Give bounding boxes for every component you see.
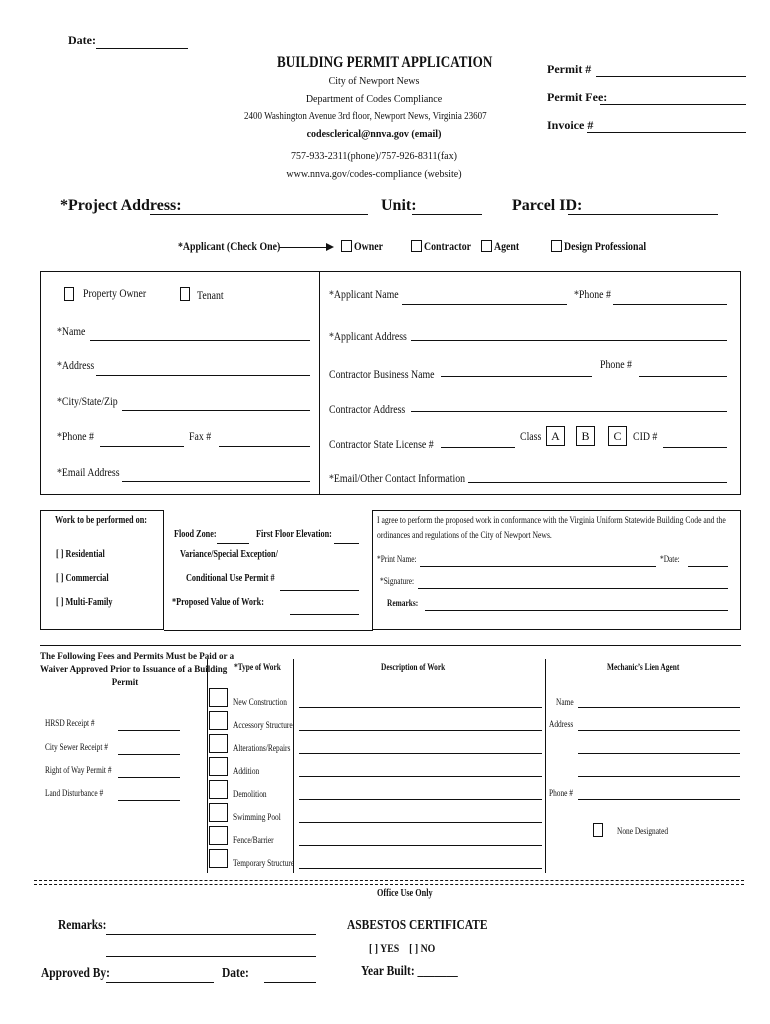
department-name: Department of Codes Compliance xyxy=(305,94,443,105)
type-of-work-title: *Type of Work xyxy=(234,662,281,672)
new-construction-checkbox[interactable] xyxy=(209,688,228,707)
tenant-label: Tenant xyxy=(197,288,224,302)
fees-title: The Following Fees and Permits Must be Paid or a Waiver Approved Prior to Issuance of a Building Permit xyxy=(40,651,235,687)
office-remarks-field[interactable] xyxy=(106,934,316,935)
lien-agent-address-field[interactable] xyxy=(578,776,740,777)
design-professional-checkbox[interactable] xyxy=(551,240,562,252)
section-divider xyxy=(319,271,320,495)
contractor-address-label: Contractor Address xyxy=(329,402,406,416)
addition-checkbox[interactable] xyxy=(209,757,228,776)
lien-agent-phone-label: Phone # xyxy=(549,788,573,798)
flood-zone-field[interactable] xyxy=(217,543,249,544)
none-designated-label: None Designated xyxy=(617,826,669,836)
office-use-title: Office Use Only xyxy=(377,888,433,899)
owner-phone-label: *Phone # xyxy=(57,429,94,443)
residential-option[interactable]: [ ] Residential xyxy=(56,549,105,560)
date-field[interactable] xyxy=(96,48,188,49)
multifamily-option[interactable]: [ ] Multi-Family xyxy=(56,597,113,608)
print-name-field[interactable] xyxy=(420,566,656,567)
lien-agent-phone-field[interactable] xyxy=(578,799,740,800)
swimming-pool-checkbox[interactable] xyxy=(209,803,228,822)
owner-phone-field[interactable] xyxy=(100,446,184,447)
city-sewer-receipt-field[interactable] xyxy=(118,754,180,755)
flood-zone-label: Flood Zone: xyxy=(174,529,217,540)
conditional-use-label: Conditional Use Permit # xyxy=(186,573,275,584)
arrow-line xyxy=(279,247,327,248)
right-of-way-label: Right of Way Permit # xyxy=(45,765,112,775)
demolition-label: Demolition xyxy=(233,789,267,799)
description-column-divider xyxy=(293,659,294,873)
tenant-checkbox[interactable] xyxy=(180,287,190,301)
description-line[interactable] xyxy=(299,822,542,823)
fence-barrier-label: Fence/Barrier xyxy=(233,835,274,845)
description-line[interactable] xyxy=(299,845,542,846)
commercial-option[interactable]: [ ] Commercial xyxy=(56,573,109,584)
signature-field[interactable] xyxy=(418,588,728,589)
accessory-structure-checkbox[interactable] xyxy=(209,711,228,730)
lien-column-divider xyxy=(545,659,546,873)
applicant-type-label: *Applicant (Check One) xyxy=(178,239,281,253)
land-disturbance-label: Land Disturbance # xyxy=(45,788,104,798)
owner-email-field[interactable] xyxy=(122,481,310,482)
asbestos-yes-no[interactable]: [ ] YES [ ] NO xyxy=(369,941,436,955)
owner-address-label: *Address xyxy=(57,358,95,372)
temporary-structure-label: Temporary Structure xyxy=(233,858,295,868)
hrsd-receipt-label: HRSD Receipt # xyxy=(45,718,95,728)
contractor-checkbox[interactable] xyxy=(411,240,422,252)
proposed-value-label: *Proposed Value of Work: xyxy=(172,597,264,608)
contractor-license-field[interactable] xyxy=(441,447,515,448)
contractor-phone-field[interactable] xyxy=(639,376,727,377)
contractor-business-name-field[interactable] xyxy=(441,376,592,377)
department-email: codesclerical@nnva.gov (email) xyxy=(306,129,442,140)
class-b-box[interactable]: B xyxy=(576,426,595,446)
class-label: Class xyxy=(520,429,542,443)
alterations-repairs-checkbox[interactable] xyxy=(209,734,228,753)
owner-city-state-zip-label: *City/State/Zip xyxy=(57,394,118,408)
dashed-separator xyxy=(34,884,744,885)
work-performed-title: Work to be performed on: xyxy=(55,515,148,526)
first-floor-elevation-field[interactable] xyxy=(334,543,359,544)
invoice-number-field[interactable] xyxy=(587,132,746,133)
temporary-structure-checkbox[interactable] xyxy=(209,849,228,868)
owner-name-label: *Name xyxy=(57,324,86,338)
dashed-separator xyxy=(34,880,744,881)
alterations-repairs-label: Alterations/Repairs xyxy=(233,743,291,753)
accessory-structure-label: Accessory Structure xyxy=(233,720,293,730)
agreement-text-line2: ordinances and regulations of the City of Newport News. xyxy=(377,530,552,540)
demolition-checkbox[interactable] xyxy=(209,780,228,799)
permit-number-field[interactable] xyxy=(596,76,746,77)
class-c-box[interactable]: C xyxy=(608,426,627,446)
applicant-phone-label: *Phone # xyxy=(574,287,611,301)
lien-agent-title: Mechanic’s Lien Agent xyxy=(607,662,680,672)
applicant-name-label: *Applicant Name xyxy=(329,287,399,301)
conditional-use-field[interactable] xyxy=(280,590,359,591)
design-professional-option-label: Design Professional xyxy=(564,239,647,253)
agreement-remarks-label: Remarks: xyxy=(387,598,419,608)
description-line[interactable] xyxy=(299,776,542,777)
description-line[interactable] xyxy=(299,707,542,708)
department-phone-fax: 757-933-2311(phone)/757-926-8311(fax) xyxy=(291,151,457,162)
owner-fax-field[interactable] xyxy=(219,446,310,447)
first-floor-elevation-label: First Floor Elevation: xyxy=(256,529,332,540)
lien-agent-address-field[interactable] xyxy=(578,753,740,754)
permit-fee-label: Permit Fee: xyxy=(547,90,608,104)
type-column-divider xyxy=(207,659,208,873)
office-remarks-field[interactable] xyxy=(106,956,316,957)
description-line[interactable] xyxy=(299,799,542,800)
owner-checkbox[interactable] xyxy=(341,240,352,252)
agreement-box xyxy=(372,510,741,630)
permit-fee-field[interactable] xyxy=(600,104,746,105)
lien-agent-address-field[interactable] xyxy=(578,730,740,731)
invoice-number-label: Invoice # xyxy=(547,118,594,132)
project-address-label: *Project Address: xyxy=(60,197,182,214)
lien-agent-name-field[interactable] xyxy=(578,707,740,708)
parcel-id-label: Parcel ID: xyxy=(512,197,583,214)
owner-name-field[interactable] xyxy=(90,340,310,341)
date-label: Date: xyxy=(68,33,96,47)
hrsd-receipt-field[interactable] xyxy=(118,730,180,731)
email-other-contact-label: *Email/Other Contact Information xyxy=(329,471,466,485)
cid-label: CID # xyxy=(633,429,658,443)
unit-field[interactable] xyxy=(412,214,482,215)
work-type-box xyxy=(40,510,164,630)
property-owner-checkbox[interactable] xyxy=(64,287,74,301)
class-a-box[interactable]: A xyxy=(546,426,565,446)
city-sewer-receipt-label: City Sewer Receipt # xyxy=(45,742,108,752)
description-line[interactable] xyxy=(299,868,542,869)
project-address-field[interactable] xyxy=(150,214,368,215)
owner-address-field[interactable] xyxy=(96,375,310,376)
year-built-label: Year Built: _______ xyxy=(361,964,458,979)
owner-option-label: Owner xyxy=(354,239,383,253)
fence-barrier-checkbox[interactable] xyxy=(209,826,228,845)
print-name-label: *Print Name: xyxy=(377,554,417,564)
land-disturbance-field[interactable] xyxy=(118,800,180,801)
city-name: City of Newport News xyxy=(328,76,420,87)
office-date-field[interactable] xyxy=(264,982,316,983)
contractor-phone-label: Phone # xyxy=(600,357,632,371)
property-owner-label: Property Owner xyxy=(83,286,147,300)
approved-by-label: Approved By: xyxy=(41,966,111,981)
agent-option-label: Agent xyxy=(494,239,520,253)
agreement-remarks-field[interactable] xyxy=(425,610,728,611)
form-title: BUILDING PERMIT APPLICATION xyxy=(277,54,493,71)
owner-city-state-zip-field[interactable] xyxy=(122,410,310,411)
new-construction-label: New Construction xyxy=(233,697,287,707)
owner-fax-label: Fax # xyxy=(189,429,212,443)
applicant-address-label: *Applicant Address xyxy=(329,329,407,343)
contractor-business-name-label: Contractor Business Name xyxy=(329,367,435,381)
applicant-name-field[interactable] xyxy=(402,304,567,305)
arrow-right-icon xyxy=(326,243,334,251)
agent-checkbox[interactable] xyxy=(481,240,492,252)
contractor-option-label: Contractor xyxy=(424,239,471,253)
permit-number-label: Permit # xyxy=(547,62,592,76)
unit-label: Unit: xyxy=(381,197,417,214)
department-website: www.nnva.gov/codes-compliance (website) xyxy=(286,169,462,180)
department-address: 2400 Washington Avenue 3rd floor, Newport News, Virginia 23607 xyxy=(244,111,487,122)
office-remarks-label: Remarks: xyxy=(58,918,107,933)
contractor-license-label: Contractor State License # xyxy=(329,437,434,451)
asbestos-certificate-title: ASBESTOS CERTIFICATE xyxy=(347,918,488,933)
contractor-address-field[interactable] xyxy=(411,411,727,412)
signature-label: *Signature: xyxy=(380,576,415,586)
description-title: Description of Work xyxy=(381,662,446,672)
office-date-label: Date: xyxy=(222,966,249,981)
none-designated-checkbox[interactable] xyxy=(593,823,603,837)
owner-email-label: *Email Address xyxy=(57,465,120,479)
applicant-address-field[interactable] xyxy=(411,340,727,341)
variance-label: Variance/Special Exception/ xyxy=(180,549,278,560)
approved-by-field[interactable] xyxy=(106,982,214,983)
agreement-text-line1: I agree to perform the proposed work in conformance with the Virginia Uniform Statewide Building Code and the xyxy=(377,515,726,525)
agreement-date-label: *Date: xyxy=(660,554,680,564)
lien-agent-address-label: Address xyxy=(549,719,574,729)
section-separator xyxy=(40,645,741,646)
cid-field[interactable] xyxy=(663,447,727,448)
proposed-value-field[interactable] xyxy=(290,614,359,615)
description-line[interactable] xyxy=(299,730,542,731)
email-other-contact-field[interactable] xyxy=(468,482,727,483)
right-of-way-field[interactable] xyxy=(118,777,180,778)
swimming-pool-label: Swimming Pool xyxy=(233,812,281,822)
addition-label: Addition xyxy=(233,766,260,776)
description-line[interactable] xyxy=(299,753,542,754)
parcel-id-field[interactable] xyxy=(568,214,718,215)
lien-agent-name-label: Name xyxy=(556,697,574,707)
agreement-date-field[interactable] xyxy=(688,566,728,567)
applicant-phone-field[interactable] xyxy=(613,304,727,305)
